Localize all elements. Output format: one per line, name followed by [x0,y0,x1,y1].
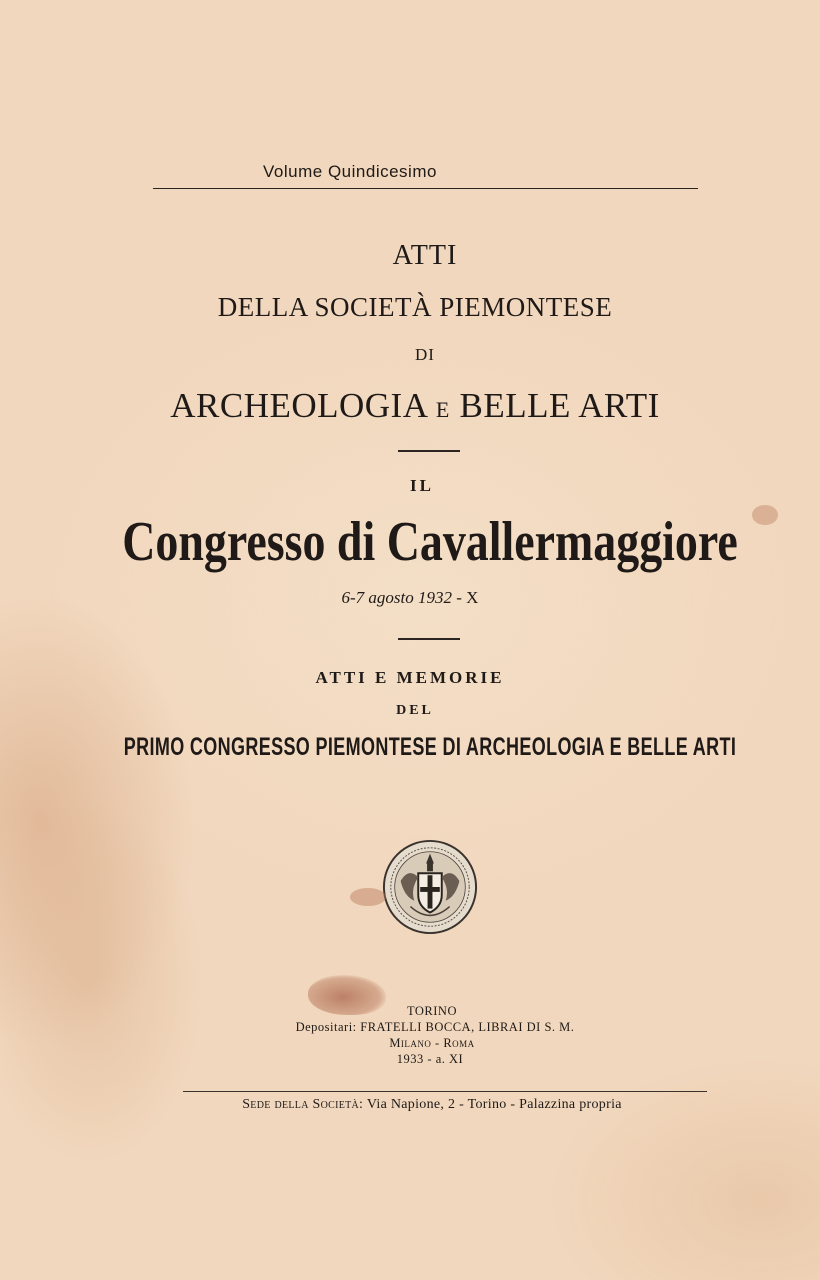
divider-rule-1 [398,450,460,452]
congress-date [0,588,820,608]
proceedings-line-3: PRIMO CONGRESSO PIEMONTESE DI ARCHEOLOGIA E BELLE ARTI [123,733,737,761]
title-archeologia: ARCHEOLOGIA [170,386,427,425]
paper-stain [752,505,778,525]
congress-era: - X [456,588,479,607]
publisher-depositari: Depositari: FRATELLI BOCCA, LIBRAI DI S. M. [295,1020,575,1034]
title-belle-arti: BELLE ARTI [459,386,660,425]
congress-name: Congresso di Cavallermaggiore [122,511,738,573]
title-line-2: DELLA SOCIETÀ PIEMONTESE [217,292,613,322]
bottom-rule [183,1091,707,1092]
seat-address: Via Napione, 2 - Torino - Palazzina propria [366,1097,622,1112]
seat-label: Sede della Società: [242,1097,364,1112]
volume-label: Volume Quindicesimo [263,162,437,181]
title-line-3: DI [415,345,435,364]
publisher-cities: Milano - Roma [389,1036,475,1050]
title-line-4 [5,386,820,426]
society-seat [22,1097,820,1113]
divider-rule-2 [398,638,460,640]
proceedings-line-2: DEL [396,703,434,718]
proceedings-line-1: ATTI E MEMORIE [315,668,505,687]
congress-date-text: 6-7 agosto 1932 [341,588,453,607]
congress-prefix: IL [410,476,434,495]
title-conjunction: E [435,397,451,422]
publication-year: 1933 - a. XI [396,1052,464,1066]
publisher-city: TORINO [407,1004,457,1018]
paper-stain [350,888,386,906]
title-line-1: ATTI [392,240,458,271]
society-seal-icon [381,838,479,936]
top-rule [153,188,698,189]
